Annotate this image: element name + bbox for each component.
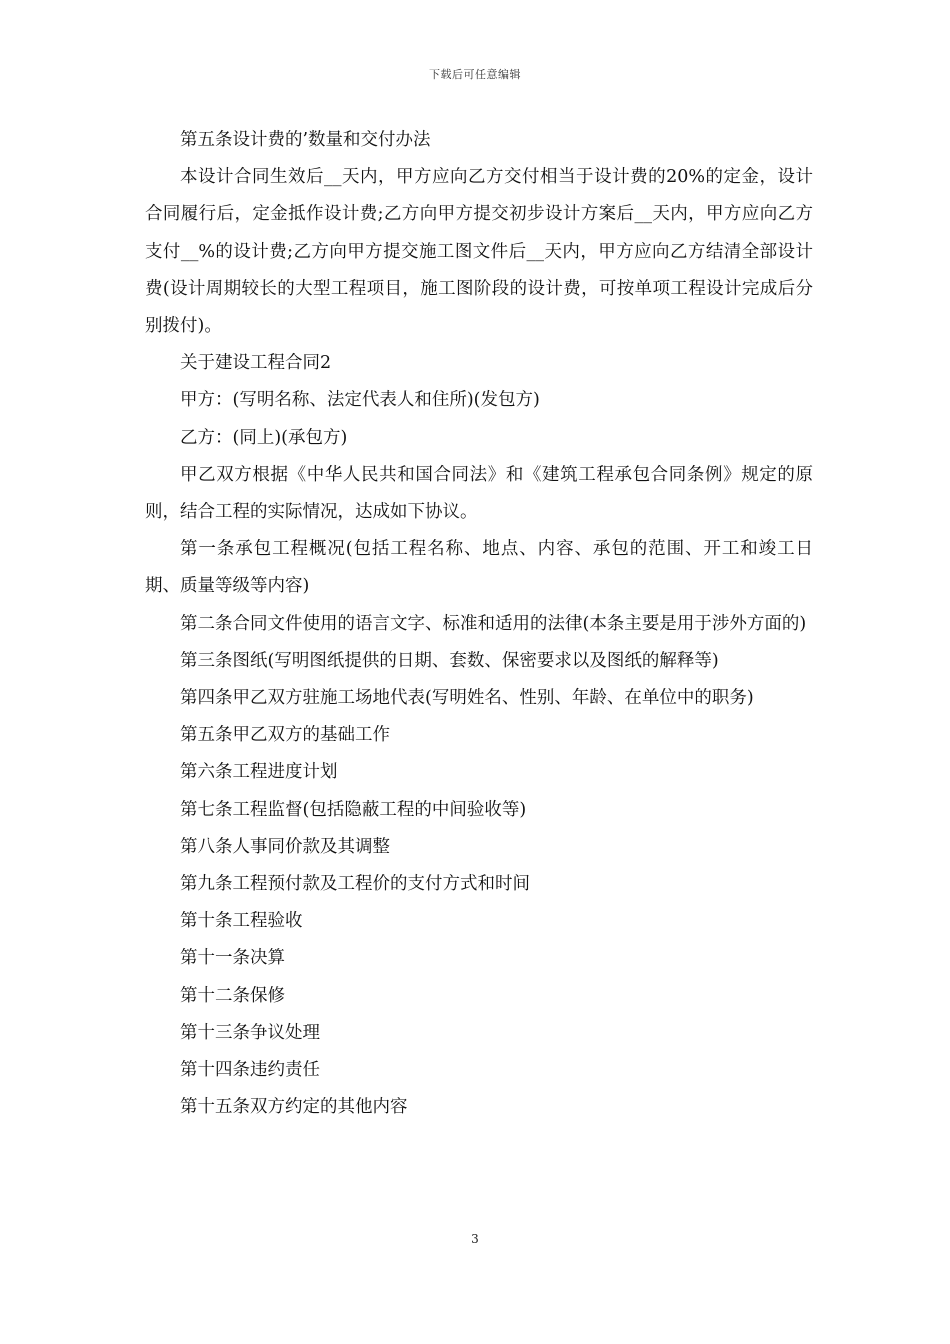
paragraph-design-fee-payment: 本设计合同生效后__天内，甲方应向乙方交付相当于设计费的20%的定金，设计合同履行后，定金抵作设计费;乙方向甲方提交初步设计方案后__天内，甲方应向乙方支付__%的设计费;乙方向甲方提交施工图文件后__天内，甲方应向乙方结清全部设计费(设计周期较长的大型工程项目，施工图阶段的设计费，可按单项工程设计完成后分别拨付)。 [145, 167, 813, 337]
paragraph-article-3: 第三条图纸(写明图纸提供的日期、套数、保密要求以及图纸的解释等) [180, 650, 719, 671]
paragraph-article-9: 第九条工程预付款及工程价的支付方式和时间 [180, 874, 530, 895]
paragraph-party-a: 甲方：(写明名称、法定代表人和住所)(发包方) [180, 390, 540, 411]
paragraph-article-7: 第七条工程监督(包括隐蔽工程的中间验收等) [180, 799, 527, 820]
paragraph-preamble: 甲乙双方根据《中华人民共和国合同法》和《建筑工程承包合同条例》规定的原则，结合工程的实际情况，达成如下协议。 [145, 464, 813, 523]
paragraph-article-2: 第二条合同文件使用的语言文字、标准和适用的法律(本条主要是用于涉外方面的) [180, 613, 807, 634]
paragraph-party-b: 乙方：(同上)(承包方) [180, 427, 348, 448]
paragraph-article-6: 第六条工程进度计划 [180, 762, 338, 783]
document-body [145, 122, 813, 1126]
paragraph-article-14: 第十四条违约责任 [180, 1060, 320, 1081]
paragraph-article-13: 第十三条争议处理 [180, 1022, 320, 1043]
paragraph-article-1: 第一条承包工程概况(包括工程名称、地点、内容、承包的范围、开工和竣工日期、质量等级等内容) [145, 539, 813, 597]
paragraph-article-5: 第五条甲乙双方的基础工作 [180, 725, 390, 746]
page-number: 3 [471, 1232, 479, 1246]
paragraph-article-15: 第十五条双方约定的其他内容 [180, 1097, 408, 1118]
paragraph-article-5-design-fee-title: 第五条设计费的’数量和交付办法 [180, 130, 431, 150]
paragraph-contract-heading: 关于建设工程合同2 [180, 353, 332, 374]
paragraph-article-10: 第十条工程验收 [180, 911, 303, 932]
paragraph-article-11: 第十一条决算 [180, 948, 285, 969]
paragraph-article-8: 第八条人事同价款及其调整 [180, 836, 390, 857]
paragraph-article-12: 第十二条保修 [180, 985, 285, 1006]
page-header: 下载后可任意编辑 [429, 68, 521, 81]
paragraph-article-4: 第四条甲乙双方驻施工场地代表(写明姓名、性别、年龄、在单位中的职务) [180, 688, 754, 709]
